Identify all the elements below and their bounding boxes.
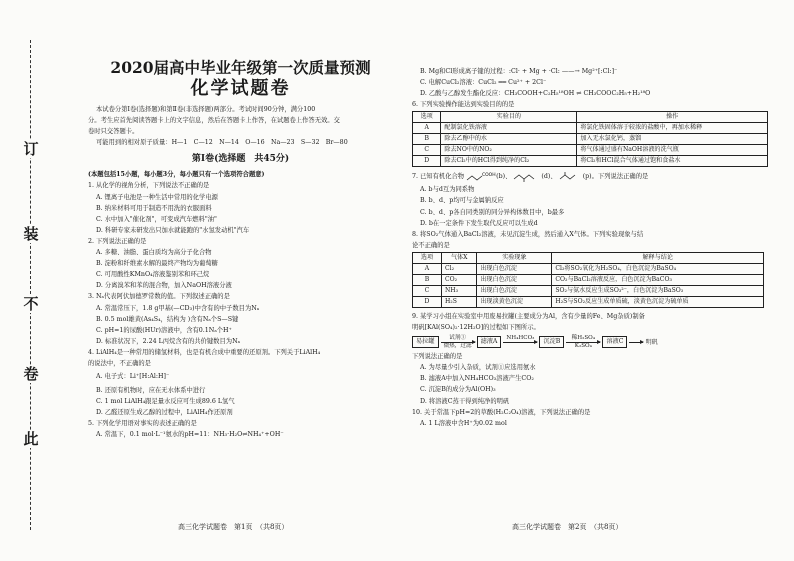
- option-line: C. 水中加入"催化剂"，可变成汽车燃料"油": [96, 215, 217, 223]
- table-header: 实验目的: [441, 112, 577, 123]
- table-cell: 将氯化铁固体溶于较浓的盐酸中，再加水稀释: [577, 123, 768, 134]
- table-row: [413, 285, 764, 296]
- question-line: 3. Nₐ代表阿伏加德罗常数的值。下列叙述正确的是: [88, 293, 230, 301]
- table-header: 选项: [413, 112, 441, 123]
- flow-box-c: 溶液C: [602, 336, 627, 348]
- table-row: [413, 156, 768, 167]
- question-line: 论不正确的是: [412, 241, 450, 249]
- label-d: (d)、: [541, 173, 557, 181]
- margin-char: 装: [23, 225, 39, 243]
- table-cell: C: [413, 285, 442, 296]
- option-line: A. b与d互为同系物: [420, 186, 475, 194]
- option-line: D. 标准状况下，2.24 L丙烷含有的共价键数目为Nₐ: [96, 337, 241, 345]
- q6-table: [412, 111, 768, 167]
- option-line: D. 分离溴苯和苯的混合物，加入NaOH溶液分液: [96, 282, 232, 290]
- table-header: 气体X: [441, 252, 477, 263]
- flow-box-a: 滤液A: [477, 336, 502, 348]
- cut-line: [30, 40, 31, 530]
- flow-end: 明矾: [645, 338, 658, 346]
- q8-table: [412, 252, 764, 308]
- table-cell: Cl₂: [441, 263, 477, 274]
- flow-box-b: 沉淀B: [539, 336, 564, 348]
- table-header: 解释与结论: [552, 252, 764, 263]
- table-row: [413, 263, 764, 274]
- intro-line: 本试卷分第Ⅰ卷(选择题)和第Ⅱ卷(非选择题)两部分。考试时间90分钟，满分100: [96, 106, 316, 113]
- table-cell: SO₂与氨水反应生成SO₃²⁻，白色沉淀为BaSO₃: [552, 285, 764, 296]
- option-line: A. 为尽量少引入杂质，试剂①应选用氨水: [420, 364, 536, 372]
- flow-arrow: [503, 335, 537, 350]
- option-line: D. 将溶液C蒸干得到纯净的明矾: [420, 397, 510, 405]
- structure-p-icon: [559, 171, 581, 183]
- option-line: A. 多糖、油脂、蛋白质均为高分子化合物: [96, 249, 212, 257]
- section-instruction: (本题包括15小题，每小题3分，每小题只有一个选项符合题意): [88, 171, 265, 179]
- option-line: B. Mg和Cl形成离子键的过程：:Cl· + Mg + ·Cl: ——→ Mg²⁺[:Cl:]⁻: [420, 68, 618, 75]
- option-line: D. b在一定条件下发生取代反应可以生成d: [420, 219, 538, 227]
- option-line: B. b、d、p均可与金属钠反应: [420, 197, 504, 205]
- table-cell: B: [413, 134, 441, 145]
- option-line: C. 电解CuCl₂溶液：CuCl₂ ══ Cu²⁺ + 2Cl⁻: [420, 79, 547, 87]
- binding-margin: [0, 0, 60, 561]
- table-cell: CO₂与BaCl₂溶液反应，白色沉淀为BaCO₃: [552, 274, 764, 285]
- question-line: 的说法中，不正确的是: [88, 359, 151, 367]
- option-line: B. 滤液A中加入NH₄HCO₃溶液产生CO₂: [420, 375, 534, 383]
- table-cell: 除去Cl₂中的HCl得到纯净的Cl₂: [441, 156, 577, 167]
- table-cell: B: [413, 274, 442, 285]
- question-line: 1. 从化学的视角分析，下列说法不正确的是: [88, 182, 210, 190]
- table-row: [413, 296, 764, 307]
- flow-arrow: [629, 335, 643, 350]
- flow-arrow: [566, 335, 600, 350]
- table-cell: 将Cl₂和HCl混合气体通过饱和食盐水: [577, 156, 768, 167]
- option-line: C. 1 mol LiAlH₄跟足量水反应可生成89.6 L氢气: [96, 398, 235, 406]
- table-header: 实验现象: [477, 252, 552, 263]
- option-line: B. 还原有机物时，应在无水体系中进行: [96, 387, 206, 395]
- table-cell: 配制氯化铁溶液: [441, 123, 577, 134]
- exam-page-1: [88, 58, 393, 441]
- option-line: B. 淀粉和纤维素水解的最终产物均为葡萄糖: [96, 260, 218, 268]
- page-footer-2: 高三化学试题卷 第2页 （共8页）: [512, 523, 623, 531]
- table-cell: 出现淡黄色沉淀: [477, 296, 552, 307]
- arrow-label: 试剂①: [449, 334, 466, 341]
- option-line: A. 电子式：Li⁺[H:Al:H]⁻: [96, 373, 170, 381]
- table-cell: NH₃: [441, 285, 477, 296]
- question-line: [412, 170, 774, 184]
- table-cell: 出现白色沉淀: [477, 274, 552, 285]
- ester-equation: D. 乙酸与乙醇发生酯化反应：CH₃COOH+C₂H₅¹⁸OH ⇌ CH₃COOC₂H₅+H₂¹⁸O: [420, 90, 651, 98]
- table-header: 选项: [413, 252, 442, 263]
- cooh-label: COOH: [482, 172, 496, 178]
- table-cell: H₂S与SO₂反应生成单质硫，淡黄色沉淀为硫单质: [552, 296, 764, 307]
- table-cell: A: [413, 123, 441, 134]
- question-line: 4. LiAlH₄是一种常用的储氢材料，也是有机合成中重要的还原剂。下列关于LiAlH₄: [88, 348, 321, 356]
- table-cell: D: [413, 156, 441, 167]
- question-line: 下列说法正确的是: [412, 353, 463, 361]
- margin-char: 卷: [23, 365, 39, 383]
- option-line: C. pH=1的尿酸(HUr)溶液中，含有0.1Nₐ个H⁺: [96, 326, 232, 334]
- arrow-label: NH₄HCO₃: [506, 334, 535, 341]
- label-b: (b)、: [496, 173, 512, 181]
- arrow-label: 微热，过滤: [443, 342, 472, 349]
- table-row: [413, 145, 768, 156]
- option-line: D. 乙醛还原生成乙醇的过程中，LiAlH₄作还原剂: [96, 409, 233, 417]
- structure-b-icon: [466, 171, 494, 183]
- table-row: [413, 123, 768, 134]
- question-line: 10. 关于常温下pH=2的草酸(H₂C₂O₄)溶液，下列说法正确的是: [412, 408, 591, 416]
- section-title: 第Ⅰ卷(选择题 共45分): [191, 154, 290, 165]
- alum-flowchart: [412, 333, 774, 351]
- table-header-row: [413, 112, 768, 123]
- page-footer-1: 高三化学试题卷 第1页 （共8页）: [178, 523, 289, 531]
- table-cell: C: [413, 145, 441, 156]
- option-line: A. 常温常压下，1.8 g甲基(—CD₃)中含有的中子数目为Nₐ: [96, 304, 260, 312]
- table-cell: CO₂: [441, 274, 477, 285]
- table-cell: D: [413, 296, 442, 307]
- arrow-label: K₂SO₄: [574, 342, 592, 349]
- flow-arrow: [441, 335, 475, 350]
- option-line: D. 科研专家未研发出只加水就能跑的"水氢发动机"汽车: [96, 226, 250, 234]
- structure-d-icon: [513, 171, 539, 183]
- margin-char: 此: [23, 430, 39, 448]
- margin-char: 不: [23, 295, 39, 313]
- question-line: 6. 下列实验操作能达到实验目的的是: [412, 101, 515, 109]
- question-line: 明矾[KAl(SO₄)₂·12H₂O]的过程如下图所示。: [412, 324, 540, 332]
- question-line: 5. 下列化学用语对事实的表述正确的是: [88, 420, 197, 428]
- margin-char: 订: [23, 140, 39, 158]
- option-line: C. b、d、p各自同类别的同分异构体数目中，b最多: [420, 208, 565, 216]
- table-cell: A: [413, 263, 442, 274]
- table-cell: H₂S: [441, 296, 477, 307]
- table-cell: 除去NO中的NO₂: [441, 145, 577, 156]
- option-line: C. 可用酸性KMnO₄溶液鉴别苯和环己烷: [96, 271, 210, 279]
- table-header: 操作: [577, 112, 768, 123]
- table-cell: Cl₂将SO₂氧化为H₂SO₄，白色沉淀为BaSO₄: [552, 263, 764, 274]
- question-line: 8. 将SO₂气体通入BaCl₂溶液，未见沉淀生成，然后通入X气体。下列实验现象与结: [412, 230, 644, 238]
- table-cell: 将气体通过盛有NaOH溶液的洗气瓶: [577, 145, 768, 156]
- atomic-mass-line: 可能用到的相对原子质量：H—1 C—12 N—14 O—16 Na—23 S—32 Br—80: [96, 139, 348, 147]
- exam-title: 2020届高中毕业年级第一次质量预测: [110, 58, 371, 77]
- table-header-row: [413, 252, 764, 263]
- intro-line: 卷时只交答题卡。: [88, 128, 139, 136]
- option-line: C. 沉淀B的成分为Al(OH)₃: [420, 386, 496, 394]
- label-p: (p)。下列说法正确的是: [582, 173, 649, 181]
- option-line: A. 1 L溶液中含H⁺为0.02 mol: [420, 419, 507, 427]
- option-line: A. 常温下，0.1 mol·L⁻¹氨水的pH=11：NH₃·H₂O⇌NH₄⁺+OH⁻: [96, 431, 284, 439]
- option-line: A. 锂离子电池是一种生活中常用的化学电源: [96, 193, 218, 201]
- table-cell: 除去乙醇中的水: [441, 134, 577, 145]
- table-row: [413, 274, 764, 285]
- option-line: B. 0.5 mol雄黄(As₄S₄，结构为 )含有Nₐ个S—S键: [96, 315, 239, 323]
- intro-line: 分。考生应首先阅读答题卡上的文字信息，然后在答题卡上作答，在试题卷上作答无效。交: [88, 117, 340, 125]
- option-line: [412, 88, 774, 99]
- table-cell: 出现白色沉淀: [477, 263, 552, 274]
- q7-stem: 7. 已知有机化合物: [412, 173, 465, 181]
- question-line: 2. 下列说法正确的是: [88, 237, 147, 245]
- table-cell: 出现白色沉淀: [477, 285, 552, 296]
- exam-subtitle: 化学试题卷: [190, 78, 291, 99]
- option-line: B. 纳米材料可用于制造不用洗的衣服面料: [96, 204, 212, 212]
- table-row: [413, 134, 768, 145]
- flow-box-start: 易拉罐: [412, 336, 439, 348]
- exam-page-2: [412, 66, 774, 429]
- question-line: 9. 某学习小组在实验室中用废易拉罐(主要成分为Al，含有少量的Fe、Mg杂质)制备: [412, 312, 645, 320]
- arrow-label: 稀H₂SO₄: [571, 334, 596, 341]
- table-cell: 加入无水氯化钙，蒸馏: [577, 134, 768, 145]
